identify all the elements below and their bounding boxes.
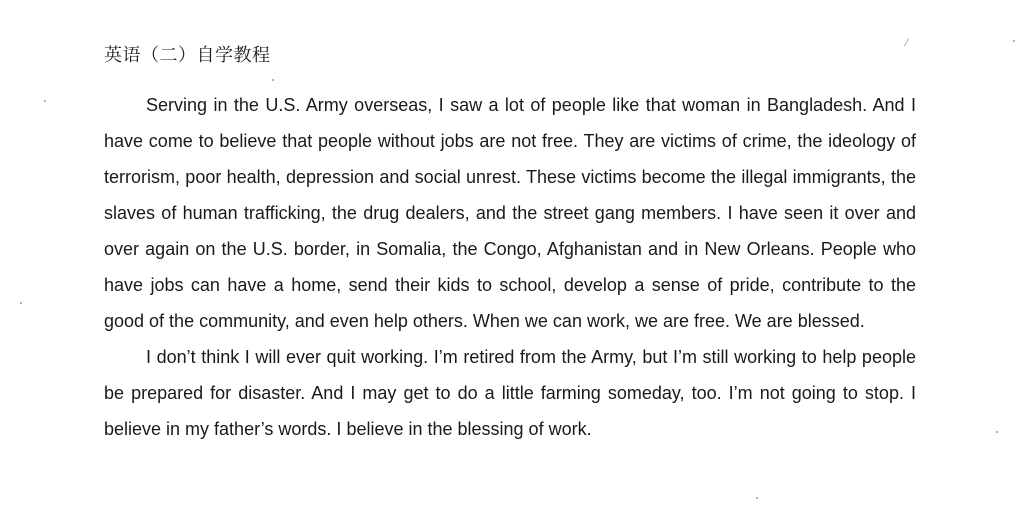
body-text bbox=[104, 87, 916, 447]
scan-speck bbox=[20, 302, 22, 304]
paragraph-1: Serving in the U.S. Army overseas, I saw a lot of people like that woman in Bangladesh. And I have come to believe that people without jobs are not free. They are victims of crime, the ideology of terrorism, poor health, depression and social unrest. These victims become the illegal immigrants, the slaves of human trafficking, the drug dealers, and the street gang members. I have seen it over and over again on the U.S. border, in Somalia, the Congo, Afghanistan and in New Orleans. People who have jobs can have a home, send their kids to school, develop a sense of pride, contribute to the good of the community, and even help others. When we can work, we are free. We are blessed. bbox=[104, 95, 916, 331]
scan-mark bbox=[904, 38, 909, 46]
scan-speck bbox=[996, 431, 998, 433]
scan-speck bbox=[272, 79, 274, 81]
scan-speck bbox=[44, 100, 46, 102]
scan-speck bbox=[1013, 40, 1015, 42]
paragraph-2: I don’t think I will ever quit working. I’m retired from the Army, but I’m still working to help people be prepared for disaster. And I may get to do a little farming someday, too. I’m not going to stop. I believe in my father’s words. I believe in the blessing of work. bbox=[104, 347, 916, 439]
scan-speck bbox=[756, 497, 758, 499]
page-header-title: 英语（二）自学教程 bbox=[104, 45, 271, 66]
